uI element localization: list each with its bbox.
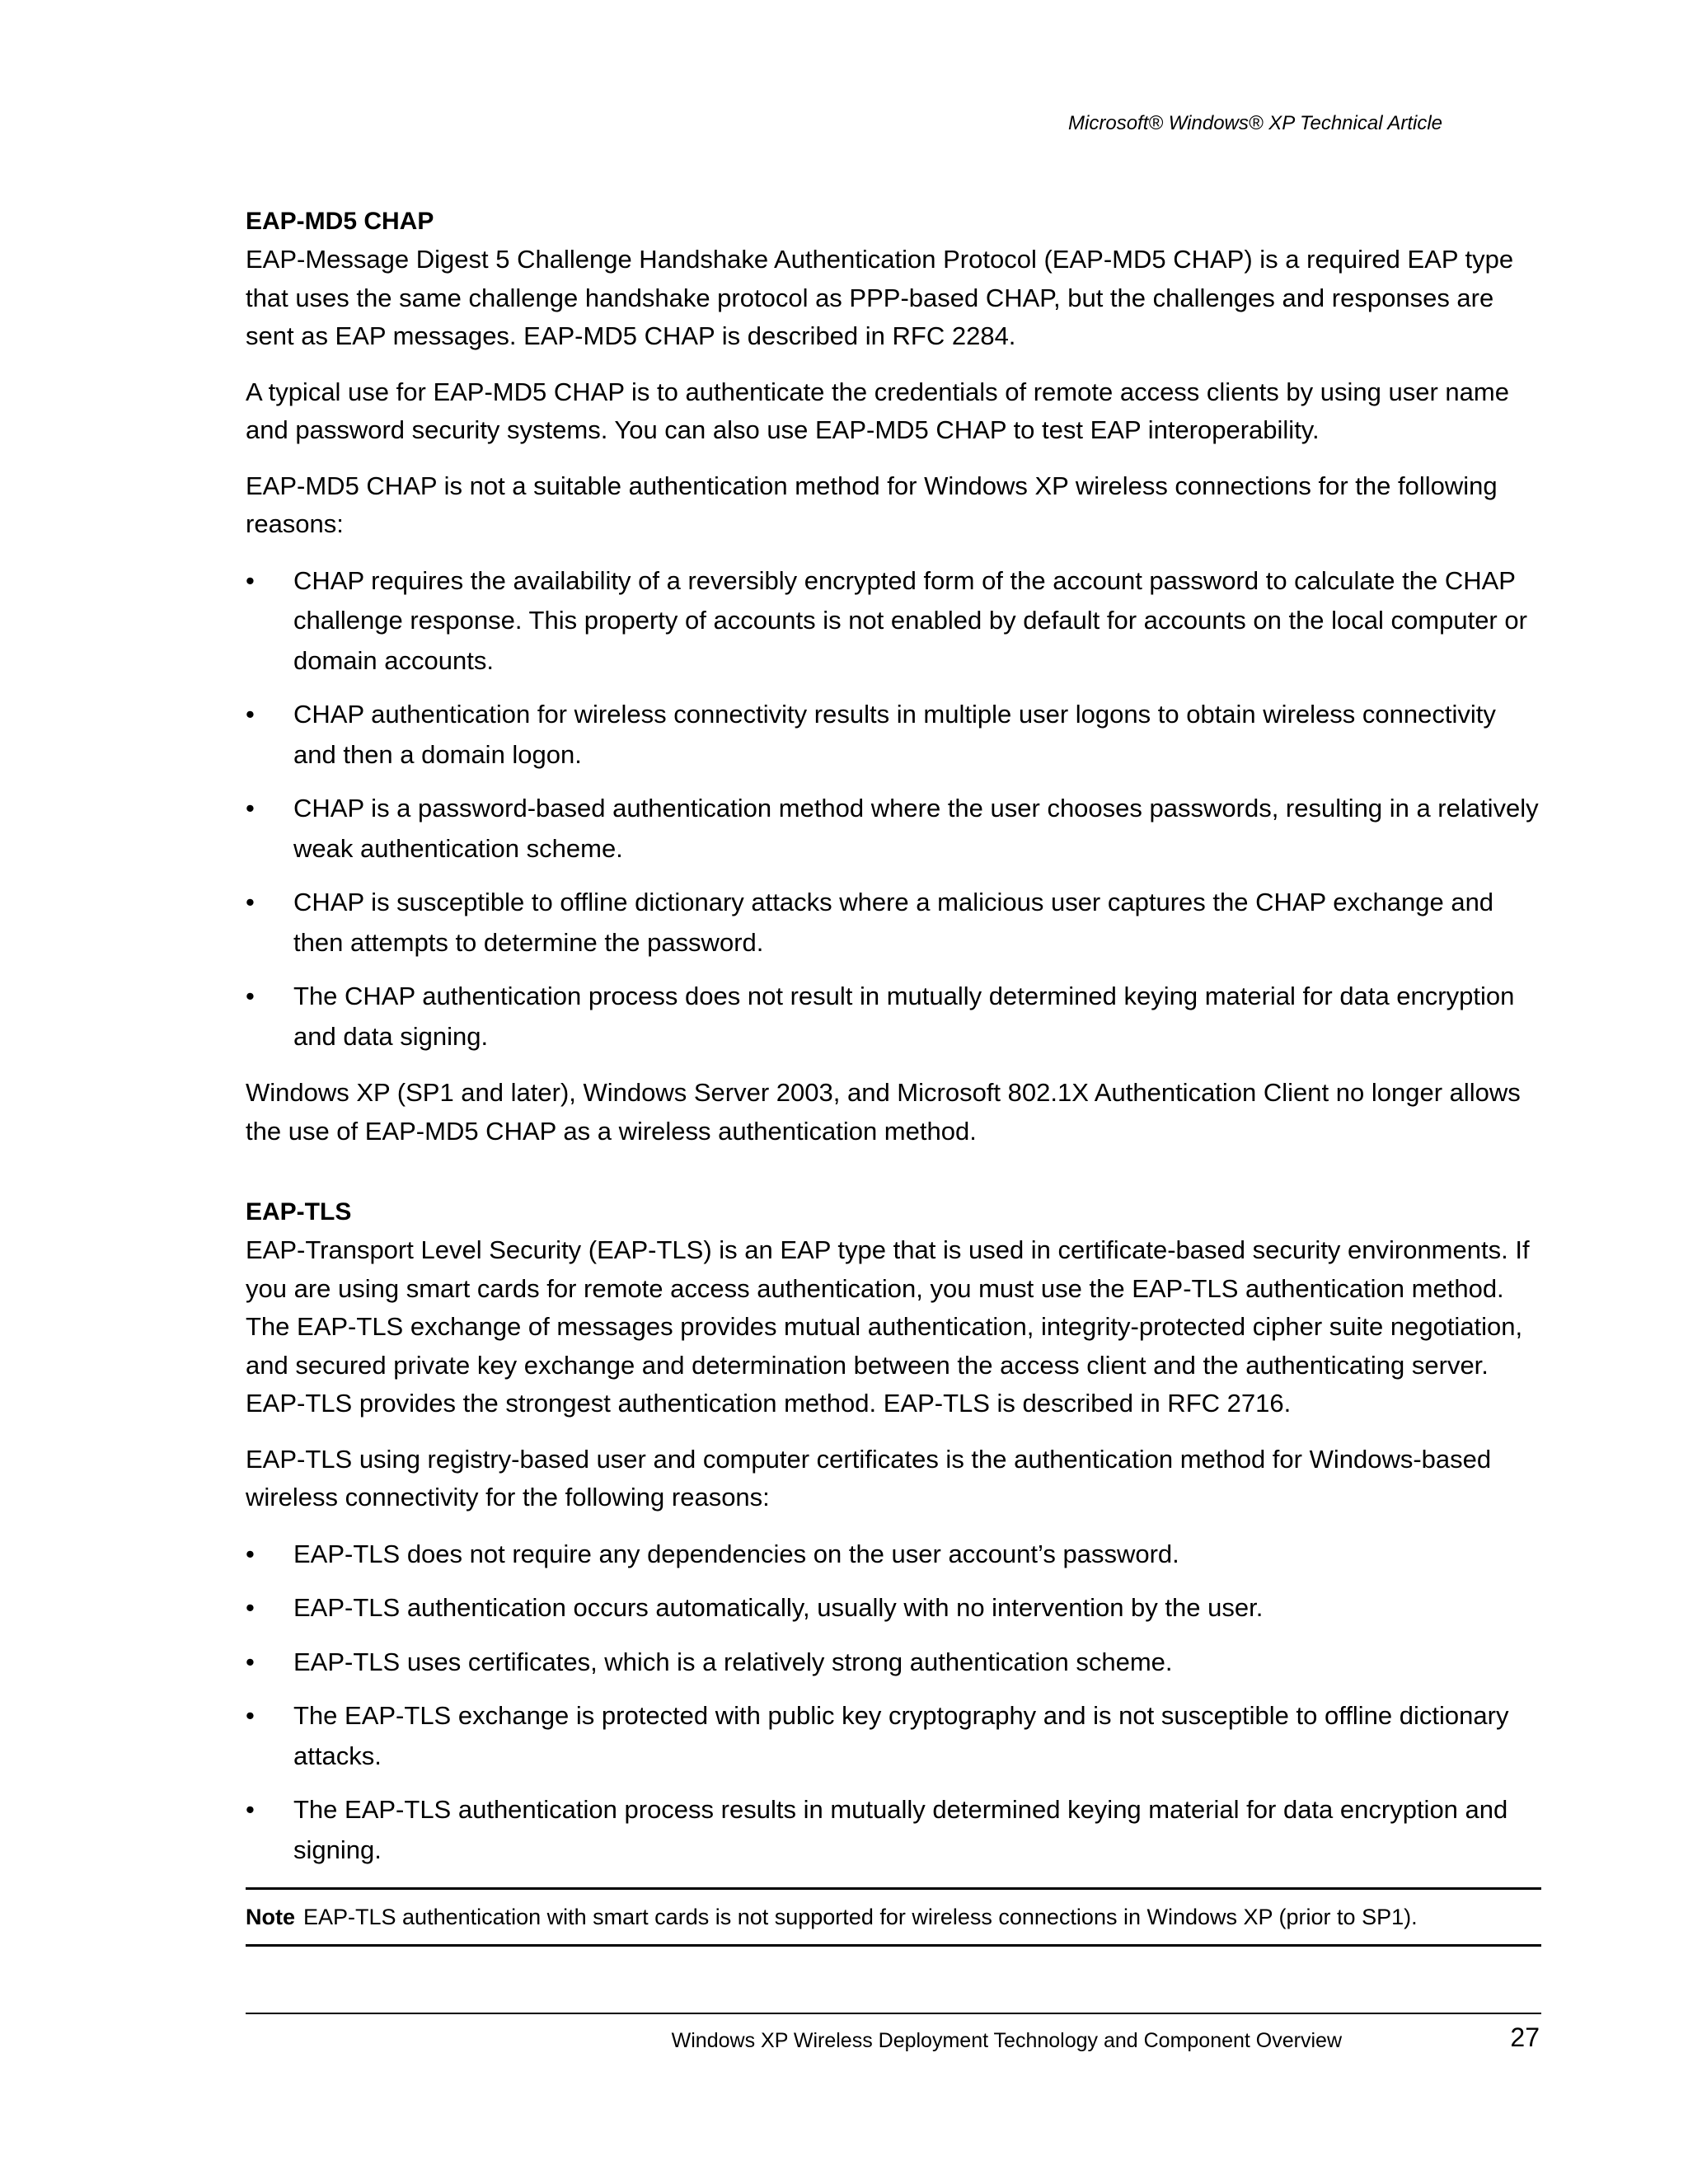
section-spacer (246, 1168, 1541, 1193)
list-item (246, 695, 1541, 775)
list-item (246, 977, 1541, 1057)
list-item-text: EAP-TLS authentication occurs automatically, usually with no intervention by the user. (293, 1593, 1264, 1622)
running-header: Microsoft® Windows® XP Technical Article (1068, 112, 1442, 134)
bullet-icon: • (246, 1593, 255, 1622)
list-item (246, 789, 1541, 869)
paragraph: Windows XP (SP1 and later), Windows Server 2003, and Microsoft 802.1X Authentication Client no longer allows the use of EAP-MD5 CHAP as a wireless authentication method. (246, 1078, 1521, 1146)
list-item (246, 1696, 1541, 1776)
bullet-icon: • (246, 794, 255, 823)
note-box (246, 1887, 1541, 1947)
paragraph: EAP-Message Digest 5 Challenge Handshake Authentication Protocol (EAP-MD5 CHAP) is a required EAP type that uses the same challenge handshake protocol as PPP-based CHAP, but the challenges and responses are sent as EAP messages. EAP-MD5 CHAP is described in RFC 2284. (246, 245, 1514, 350)
bullet-icon: • (246, 565, 255, 595)
list-item-text: The CHAP authentication process does not result in mutually determined keying material for data encryption and data signing. (293, 982, 1515, 1051)
paragraph: EAP-TLS using registry-based user and computer certificates is the authentication method for Windows-based wireless connectivity for the following reasons: (246, 1444, 1492, 1511)
bullet-icon: • (246, 888, 255, 916)
section-eap-tls (246, 1193, 1541, 1870)
bullet-icon: • (246, 1539, 255, 1568)
list-item-text: EAP-TLS does not require any dependencies on the user account’s password. (293, 1539, 1179, 1568)
paragraph: EAP-Transport Level Security (EAP-TLS) is an EAP type that is used in certificate-based security environments. If you are using smart cards for remote access authentication, you must use the EAP-TLS authentication method. The EAP-TLS exchange of messages provides mutual authentication, integrity-protected cipher suite negotiation, and secured private key exchange and determination between the access client and the authenticating server. EAP-TLS provides the strongest authentication method. EAP-TLS is described in RFC 2716. (246, 1235, 1530, 1418)
list-item-text: CHAP is susceptible to offline dictionary attacks where a malicious user captures the CHAP exchange and then attempts to determine the password. (293, 888, 1494, 957)
list-item-text: CHAP requires the availability of a reversibly encrypted form of the account password to calculate the CHAP challenge response. This property of accounts is not enabled by default for accounts on the local computer or domain accounts. (293, 565, 1527, 675)
list-item-text: CHAP is a password-based authentication method where the user chooses passwords, resulting in a relatively weak authentication scheme. (293, 794, 1539, 863)
bullet-icon: • (246, 700, 255, 729)
footer-document-title: Windows XP Wireless Deployment Technology and Component Overview (671, 2029, 1342, 2052)
page-number: 27 (1510, 2022, 1540, 2052)
bullet-icon: • (246, 1701, 255, 1730)
list-item (246, 1535, 1541, 1575)
list-item (246, 1790, 1541, 1870)
list-item-text: EAP-TLS uses certificates, which is a relatively strong authentication scheme. (293, 1647, 1173, 1676)
page-content (246, 203, 1541, 1947)
section-eap-md5-chap (246, 203, 1541, 1151)
section-heading: EAP-MD5 CHAP (246, 208, 434, 235)
list-item (246, 1588, 1541, 1629)
note-text: EAP-TLS authentication with smart cards is not supported for wireless connections in Windows XP (prior to SP1). (303, 1905, 1418, 1929)
list-item (246, 1643, 1541, 1683)
bullet-list (246, 561, 1541, 1057)
paragraph: EAP-MD5 CHAP is not a suitable authentication method for Windows XP wireless connections for the following reasons: (246, 471, 1498, 538)
section-heading: EAP-TLS (246, 1198, 352, 1226)
list-item-text: The EAP-TLS exchange is protected with public key cryptography and is not susceptible to offline dictionary attacks. (293, 1701, 1509, 1770)
bullet-icon: • (246, 982, 255, 1010)
bullet-list (246, 1535, 1541, 1871)
footer-divider (246, 2013, 1541, 2014)
note-label: Note (246, 1905, 295, 1929)
list-item-text: The EAP-TLS authentication process results in mutually determined keying material for data encryption and signing. (293, 1795, 1508, 1864)
list-item (246, 561, 1541, 682)
list-item (246, 883, 1541, 963)
bullet-icon: • (246, 1647, 255, 1676)
list-item-text: CHAP authentication for wireless connectivity results in multiple user logons to obtain wireless connectivity and then a domain logon. (293, 700, 1496, 769)
paragraph: A typical use for EAP-MD5 CHAP is to authenticate the credentials of remote access clients by using user name and password security systems. You can also use EAP-MD5 CHAP to test EAP interoperability. (246, 377, 1509, 444)
bullet-icon: • (246, 1795, 255, 1824)
